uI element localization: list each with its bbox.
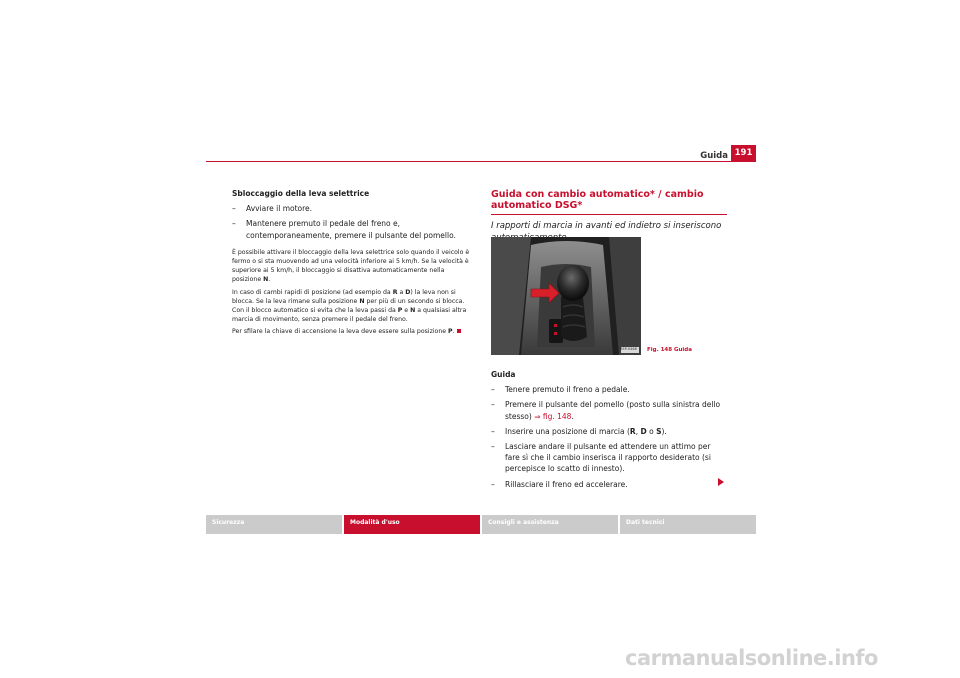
subsection-title: Sbloccaggio della leva selettrice [232,189,370,198]
gear-key: P [397,307,403,315]
dash-bullet: – [491,442,495,452]
figure-caption: Fig. 148 Guida [647,347,692,353]
dash-bullet: – [491,479,495,489]
gear-key: R [392,288,398,296]
step-item: – Inserire una posizione di marcia (R, D o S). [491,426,667,436]
subsection-title: Guida [491,370,516,379]
gear-key: N [359,297,365,305]
tab-modalita-uso[interactable]: Modalità d'uso [344,515,480,534]
note-text: Per sfilare la chiave di accensione la leva deve essere sulla posizione [232,328,447,336]
gear-lever-illustration [491,237,641,355]
dash-bullet: – [232,204,236,214]
step-text: o [649,426,654,436]
note-text: per più di un secondo si blocca. Con il blocco automatico si evita che la leva passi da [232,297,465,315]
step-item [232,203,472,214]
note-text: In caso di cambi rapidi di posizione (ad esempio da [232,288,391,296]
note-text: a qualsiasi altra marcia di movimento, senza premere il pedale del freno. [232,307,467,324]
section-intro: I rapporti di marcia in avanti ed indietro si inseriscono [491,221,722,232]
step-text: Avviare il motore. [246,204,313,214]
dash-bullet: – [491,400,495,410]
dash-bullet: – [491,385,495,395]
running-header-title: Guida [700,151,728,161]
gear-key: N [410,307,416,315]
note-paragraph [232,288,472,325]
gear-key: D [405,288,411,296]
note-paragraph: È possibile attivare il bloccaggio della leva selettrice solo quando il veicolo è fermo o si sta muovendo ad una velocità inferiore ai 5 km/h. Se la velocità è superiore ai 5 km/h, il bloccaggio si disattiva automaticamente nella posizione N. [232,248,470,284]
tab-dati-tecnici[interactable]: Dati tecnici [620,515,756,534]
section-heading: Guida con cambio automatico* / cambio automatico DSG* [491,189,727,215]
gear-key: R [629,426,636,436]
tab-consigli-assistenza[interactable]: Consigli e assistenza [482,515,618,534]
dash-bullet: – [491,426,495,436]
step-item: – Premere il pulsante del pomello (posto sulla sinistra dello stesso) ⇒ fig. 148. [491,400,721,421]
header-divider [206,161,756,162]
chapter-tabs [206,515,756,534]
note-text: È possibile attivare il bloccaggio della leva selettrice solo quando il veicolo è fermo o si sta muovendo ad una velocità inferiore ai 5 km/h. Se la velocità è superiore ai 5 km/h, il bloccaggio si disattiva automaticamente nella posizione [232,248,470,284]
next-page-arrow-icon[interactable] [718,478,724,486]
tab-sicurezza[interactable]: Sicurezza [206,515,342,534]
note-text: e [404,307,409,315]
step-item [491,441,727,475]
gear-key: N [263,276,269,284]
gear-key: D [640,426,647,436]
end-of-section-icon [457,329,461,333]
guida-steps [491,369,727,494]
step-item [232,218,472,240]
page-number-badge: 191 [731,145,756,162]
gear-key: P [448,328,453,336]
note-text: a [399,288,404,296]
step-item [491,479,727,490]
step-item [491,384,727,395]
site-watermark: carmanualsonline.info [625,646,878,670]
step-text: Rillasciare il freno ed accelerare. [505,479,628,489]
note-paragraph: Per sfilare la chiave di accensione la leva deve essere sulla posizione P. [232,327,472,336]
step-text: Tenere premuto il freno a pedale. [505,385,630,395]
gear-key: S [656,426,662,436]
step-text: Premere il pulsante del pomello (posto sulla sinistra dello stesso) [505,400,721,421]
gear-shift-photo [491,237,641,355]
step-text: Lasciare andare il pulsante ed attendere un attimo per fare sì che il cambio inserisca il rapporto desiderato (si percepisce lo scatto di innesto). [505,442,711,474]
left-column [232,188,472,340]
dash-bullet: – [232,219,236,229]
note-text: ) la leva non si blocca. Se la leva rimane sulla posizione [232,288,456,305]
figure-link[interactable]: ⇒ fig. 148 [534,411,572,421]
step-text: Mantenere premuto il pedale del freno e, contemporaneamente, premere il pulsante del pomello. [246,219,456,240]
step-text: Inserire una posizione di marcia ( [505,426,630,436]
photo-code: B5P-0466 [620,347,637,351]
